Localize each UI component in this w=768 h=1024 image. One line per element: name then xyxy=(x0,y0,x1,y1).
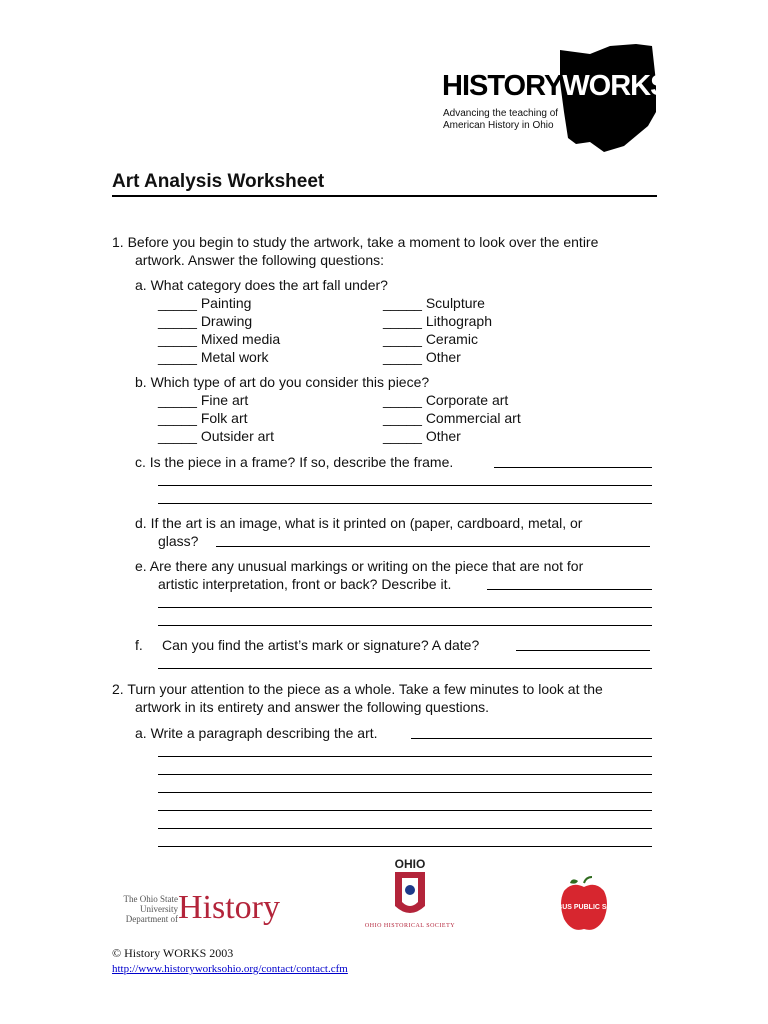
osu-department-text: The Ohio State University Department of xyxy=(123,894,178,924)
cps-text: COLUMBUS PUBLIC SCHOOLS xyxy=(531,904,637,911)
q1e-answer-line-1[interactable] xyxy=(487,589,652,590)
option-other-category[interactable]: _____ Other xyxy=(383,349,461,365)
tagline-line-2: American History in Ohio xyxy=(443,120,554,131)
q1b-question: b. Which type of art do you consider this piece? xyxy=(135,374,430,390)
q2a-answer-line-4[interactable] xyxy=(158,792,652,793)
ohio-historical-society-label: OHIO HISTORICAL SOCIETY xyxy=(364,923,456,929)
copyright-text: © History WORKS 2003 xyxy=(112,946,234,960)
option-fine-art[interactable]: _____ Fine art xyxy=(158,392,249,408)
option-other-type[interactable]: _____ Other xyxy=(383,428,461,444)
q1f-answer-line-1[interactable] xyxy=(516,650,650,651)
q1f-question: Can you find the artist’s mark or signature? A date? xyxy=(162,637,480,653)
apple-icon xyxy=(531,875,637,935)
logo-history-text: HISTORY xyxy=(442,70,563,102)
option-mixed-media[interactable]: _____ Mixed media xyxy=(158,331,281,347)
q1f-label: f. xyxy=(135,637,143,653)
option-sculpture[interactable]: _____ Sculpture xyxy=(383,295,485,311)
contact-link[interactable]: http://www.historyworksohio.org/contact/contact.cfm xyxy=(112,963,348,975)
q1-text-line-1: 1. Before you begin to study the artwork, take a moment to look over the entire xyxy=(112,234,599,250)
logo-wordmark xyxy=(442,72,668,101)
option-lithograph[interactable]: _____ Lithograph xyxy=(383,313,492,329)
q2a-answer-line-6[interactable] xyxy=(158,828,652,829)
q1c-answer-line-1[interactable] xyxy=(494,467,652,468)
q1d-text-line-1: d. If the art is an image, what is it printed on (paper, cardboard, metal, or xyxy=(135,515,583,531)
q1-text-line-2: artwork. Answer the following questions: xyxy=(135,252,385,268)
logo-tagline xyxy=(443,108,558,132)
option-commercial-art[interactable]: _____ Commercial art xyxy=(383,410,521,426)
q1d-text-line-2: glass? xyxy=(158,533,199,549)
columbus-public-schools-logo xyxy=(531,875,637,935)
title-divider xyxy=(112,195,657,197)
q1e-text-line-1: e. Are there any unusual markings or writing on the piece that are not for xyxy=(135,558,584,574)
q2a-question: a. Write a paragraph describing the art. xyxy=(135,725,378,741)
q1e-answer-line-2[interactable] xyxy=(158,607,652,608)
osu-history-text: History xyxy=(178,889,280,926)
option-folk-art[interactable]: _____ Folk art xyxy=(158,410,248,426)
q1e-text-line-2: artistic interpretation, front or back? Describe it. xyxy=(158,576,452,592)
ohs-top-text: OHIO xyxy=(394,857,426,871)
ohio-historical-society-emblem-icon xyxy=(362,856,458,922)
historyworks-logo xyxy=(440,42,669,152)
tagline-line-1: Advancing the teaching of xyxy=(443,108,559,119)
option-corporate-art[interactable]: _____ Corporate art xyxy=(383,392,509,408)
osu-history-logo xyxy=(112,889,312,932)
q1f-answer-line-2[interactable] xyxy=(158,668,652,669)
option-painting[interactable]: _____ Painting xyxy=(158,295,252,311)
option-ceramic[interactable]: _____ Ceramic xyxy=(383,331,478,347)
q2a-answer-line-2[interactable] xyxy=(158,756,652,757)
q1c-answer-line-2[interactable] xyxy=(158,485,652,486)
page-title: Art Analysis Worksheet xyxy=(112,171,325,192)
q1c-answer-line-3[interactable] xyxy=(158,503,652,504)
q2a-answer-line-5[interactable] xyxy=(158,810,652,811)
q2a-answer-line-7[interactable] xyxy=(158,846,652,847)
q2-text-line-2: artwork in its entirety and answer the following questions. xyxy=(135,699,490,715)
q1e-answer-line-3[interactable] xyxy=(158,625,652,626)
option-outsider-art[interactable]: _____ Outsider art xyxy=(158,428,274,444)
q2a-answer-line-1[interactable] xyxy=(411,738,652,739)
q2a-answer-line-3[interactable] xyxy=(158,774,652,775)
q2-text-line-1: 2. Turn your attention to the piece as a whole. Take a few minutes to look at the xyxy=(112,681,603,697)
q1c-question: c. Is the piece in a frame? If so, describe the frame. xyxy=(135,454,454,470)
q1a-question: a. What category does the art fall under? xyxy=(135,277,388,293)
option-metal-work[interactable]: _____ Metal work xyxy=(158,349,269,365)
q1d-answer-line[interactable] xyxy=(216,546,650,547)
logo-works-text: WORKS xyxy=(562,70,669,102)
option-drawing[interactable]: _____ Drawing xyxy=(158,313,253,329)
ohio-historical-society-logo xyxy=(362,856,458,936)
